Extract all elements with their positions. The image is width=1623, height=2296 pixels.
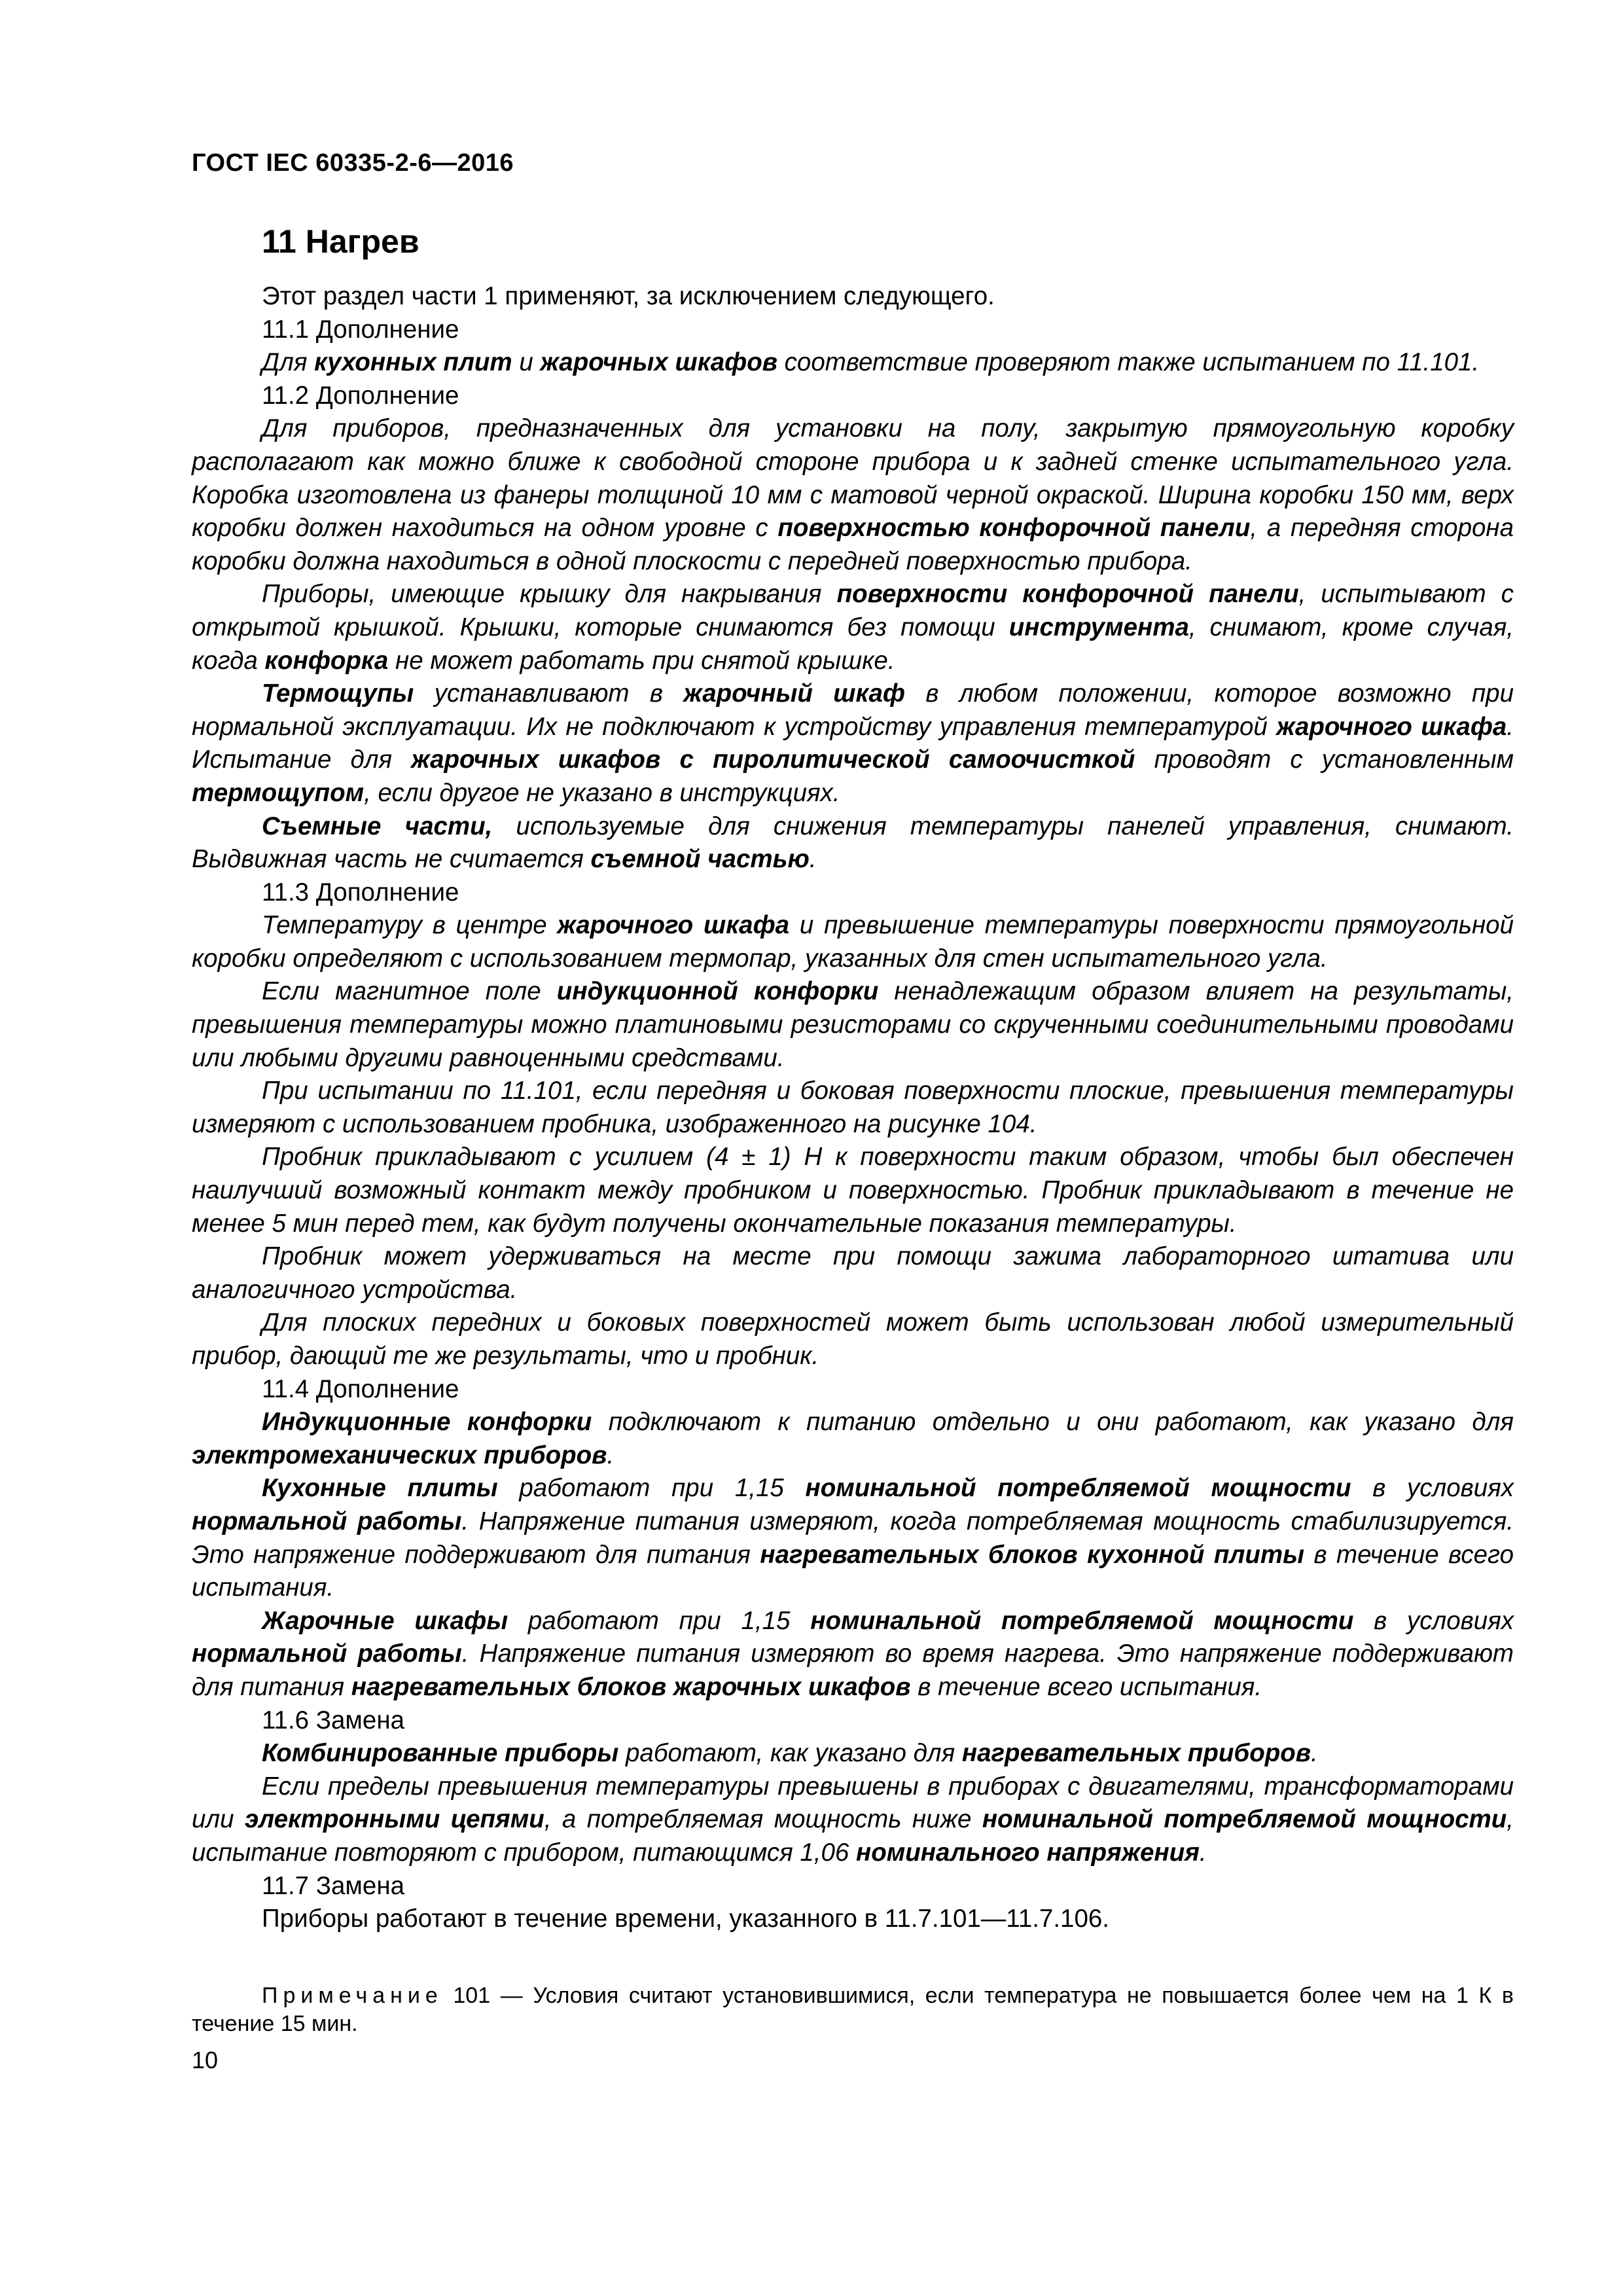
- text-run: в течение всего испытания.: [910, 1672, 1262, 1701]
- bold-term: поверхности конфорочной панели: [836, 580, 1299, 609]
- text-run: не может работать при снятой крышке.: [388, 646, 895, 675]
- bold-term: нагревательных блоков жарочных шкафов: [351, 1672, 911, 1701]
- paragraph: [192, 1870, 1514, 1903]
- text-run: Пробник прикладывают с усилием (4 ± 1) Н к поверхности таким образом, чтобы был обеспечен наилучший возможный контакт между пробником и поверхностью. Пробник прикладывают в течение не менее 5 мин перед тем, как будут получены окончательные показания температуры.: [192, 1143, 1514, 1238]
- bold-term: жарочного шкафа: [1276, 712, 1507, 741]
- text-run: 11.3 Дополнение: [262, 878, 459, 906]
- note: [192, 1982, 1514, 2038]
- text-run: работают при 1,15: [508, 1606, 811, 1635]
- bold-term: жарочных шкафов с пиролитической самоочисткой: [411, 745, 1135, 774]
- text-run: , снимают, кроме случая, когда: [192, 613, 1514, 675]
- paragraph: [192, 1373, 1514, 1407]
- paragraph: [192, 578, 1514, 677]
- bold-term: электромеханических приборов: [192, 1441, 607, 1469]
- text-run: Приборы работают в течение времени, указанного в 11.7.101—11.7.106.: [262, 1905, 1109, 1933]
- bold-term: Кухонные плиты: [262, 1474, 498, 1503]
- text-run: .: [607, 1441, 615, 1469]
- text-run: соответствие проверяют также испытанием по 11.101.: [777, 348, 1480, 377]
- text-run: подключают к питанию отдельно и они работают, как указано для: [592, 1408, 1514, 1437]
- paragraph: [192, 1605, 1514, 1704]
- paragraph: [192, 677, 1514, 810]
- bold-term: нагревательных блоков кухонной плиты: [760, 1540, 1304, 1569]
- paragraph: [192, 380, 1514, 413]
- bold-term: инструмента: [1008, 613, 1189, 641]
- text-run: в любом положении, которое возможно при нормальной эксплуатации. Их не подключают к устройству управления температурой: [192, 679, 1514, 741]
- text-run: и: [512, 348, 541, 377]
- text-run: в условиях: [1351, 1474, 1514, 1503]
- bold-term: нагревательных приборов: [961, 1739, 1311, 1768]
- bold-term: термощупом: [192, 778, 365, 807]
- bold-term: кухонных плит: [314, 348, 512, 377]
- document-header: ГОСТ IEC 60335-2-6—2016: [192, 149, 514, 177]
- page-number: 10: [192, 2047, 219, 2073]
- paragraph: [192, 1141, 1514, 1240]
- bold-term: жарочных шкафов: [540, 348, 777, 377]
- text-run: , а потребляемая мощность ниже: [544, 1805, 982, 1834]
- text-run: работают при 1,15: [497, 1474, 806, 1503]
- paragraph: [192, 1306, 1514, 1372]
- bold-term: поверхностью конфорочной панели: [777, 514, 1251, 543]
- bold-term: съемной частью: [590, 845, 810, 874]
- paragraph: [192, 1472, 1514, 1604]
- text-run: проводят с установленным: [1135, 745, 1514, 774]
- bold-term: Индукционные конфорки: [262, 1408, 592, 1437]
- bold-term: Жарочные шкафы: [262, 1606, 508, 1635]
- text-run: 11.6 Замена: [262, 1706, 404, 1734]
- text-run: ненадлежащим образом влияет на результаты, превышения температуры можно платиновыми резисторами со скрученными соединительными проводами или любыми другими равноценными средствами.: [192, 977, 1514, 1072]
- paragraph: [192, 1737, 1514, 1770]
- bold-term: номинальной потребляемой мощности: [810, 1606, 1354, 1635]
- note-label: Примечание: [262, 1983, 443, 2008]
- text-run: . Испытание для: [192, 712, 1514, 774]
- body-text: [192, 280, 1514, 1936]
- text-run: работают, как указано для: [618, 1739, 962, 1768]
- text-run: Если магнитное поле: [262, 977, 557, 1006]
- text-run: Для приборов, предназначенных для установки на полу, закрытую прямоугольную коробку располагают как можно ближе к свободной стороне прибора и к задней стенке испытательного угла. Коробка изготовлена из фанеры толщиной 10 мм с матовой черной окраской. Ширина коробки 150 мм, верх коробки должен находиться на одном уровне с: [192, 414, 1514, 543]
- text-run: используемые для снижения температуры панелей управления, снимают. Выдвижная часть не считается: [192, 812, 1514, 874]
- text-run: 11.7 Замена: [262, 1871, 404, 1900]
- paragraph: [192, 1903, 1514, 1936]
- bold-term: нормальной работы: [192, 1507, 462, 1535]
- paragraph: [192, 1770, 1514, 1870]
- bold-term: Термощупы: [262, 679, 414, 708]
- paragraph: [192, 1704, 1514, 1738]
- text-run: Если пределы превышения температуры превышены в приборах с двигателями, трансформаторами или: [192, 1772, 1514, 1834]
- bold-term: конфорка: [264, 646, 389, 675]
- text-run: 11.2 Дополнение: [262, 381, 459, 410]
- paragraph: [192, 314, 1514, 347]
- bold-term: электронными цепями: [245, 1805, 544, 1834]
- text-run: Пробник может удерживаться на месте при помощи зажима лабораторного штатива или аналогичного устройства.: [192, 1242, 1514, 1304]
- paragraph: [192, 876, 1514, 910]
- text-run: .: [809, 845, 817, 874]
- text-run: . Напряжение питания измеряют во время нагрева. Это напряжение поддерживают для питания: [192, 1640, 1514, 1701]
- paragraph: [192, 1240, 1514, 1306]
- text-run: в течение всего испытания.: [192, 1540, 1514, 1602]
- text-run: .: [1311, 1739, 1318, 1768]
- text-run: Приборы, имеющие крышку для накрывания: [262, 580, 837, 609]
- paragraph: [192, 810, 1514, 876]
- bold-term: жарочного шкафа: [557, 911, 790, 940]
- bold-term: Комбинированные приборы: [262, 1739, 619, 1768]
- text-run: Этот раздел части 1 применяют, за исключением следующего.: [262, 282, 995, 310]
- bold-term: нормальной работы: [192, 1640, 462, 1668]
- bold-term: жарочный шкаф: [683, 679, 905, 708]
- paragraph: [192, 280, 1514, 314]
- paragraph: [192, 975, 1514, 1075]
- bold-term: номинального напряжения: [856, 1838, 1200, 1867]
- text-run: . Напряжение питания измеряют, когда потребляемая мощность стабилизируется. Это напряжение поддерживают для питания: [192, 1507, 1514, 1569]
- text-run: .: [1199, 1838, 1207, 1867]
- text-run: , испытание повторяют с прибором, питающимся 1,06: [192, 1805, 1514, 1867]
- text-run: Для: [262, 348, 315, 377]
- text-run: При испытании по 11.101, если передняя и боковая поверхности плоские, превышения температуры измеряют с использованием пробника, изображенного на рисунке 104.: [192, 1077, 1514, 1138]
- text-run: , если другое не указано в инструкциях.: [364, 778, 840, 807]
- note-text: 101 — Условия считают установившимися, если температура не повышается более чем на 1 К в течение 15 мин.: [192, 1983, 1514, 2036]
- text-run: 11.1 Дополнение: [262, 315, 459, 344]
- bold-term: номинальной потребляемой мощности: [982, 1805, 1507, 1834]
- text-run: 11.4 Дополнение: [262, 1374, 459, 1403]
- paragraph: [192, 1075, 1514, 1141]
- bold-term: номинальной потребляемой мощности: [805, 1474, 1351, 1503]
- section-title: 11 Нагрев: [262, 223, 419, 260]
- text-run: Температуру в центре: [262, 911, 558, 940]
- paragraph: [192, 1406, 1514, 1472]
- text-run: устанавливают в: [414, 679, 684, 708]
- text-run: в условиях: [1353, 1606, 1514, 1635]
- text-run: , а передняя сторона коробки должна находиться в одной плоскости с передней поверхностью прибора.: [192, 514, 1514, 575]
- bold-term: индукционной конфорки: [556, 977, 879, 1006]
- paragraph: [192, 412, 1514, 578]
- bold-term: Съемные части,: [262, 812, 493, 840]
- text-run: , испытывают с открытой крышкой. Крышки, которые снимаются без помощи: [192, 580, 1514, 641]
- paragraph: [192, 909, 1514, 975]
- text-run: Для плоских передних и боковых поверхностей может быть использован любой измерительный прибор, дающий те же результаты, что и пробник.: [192, 1308, 1514, 1370]
- paragraph: [192, 346, 1514, 380]
- text-run: и превышение температуры поверхности прямоугольной коробки определяют с использованием термопар, указанных для стен испытательного угла.: [192, 911, 1514, 973]
